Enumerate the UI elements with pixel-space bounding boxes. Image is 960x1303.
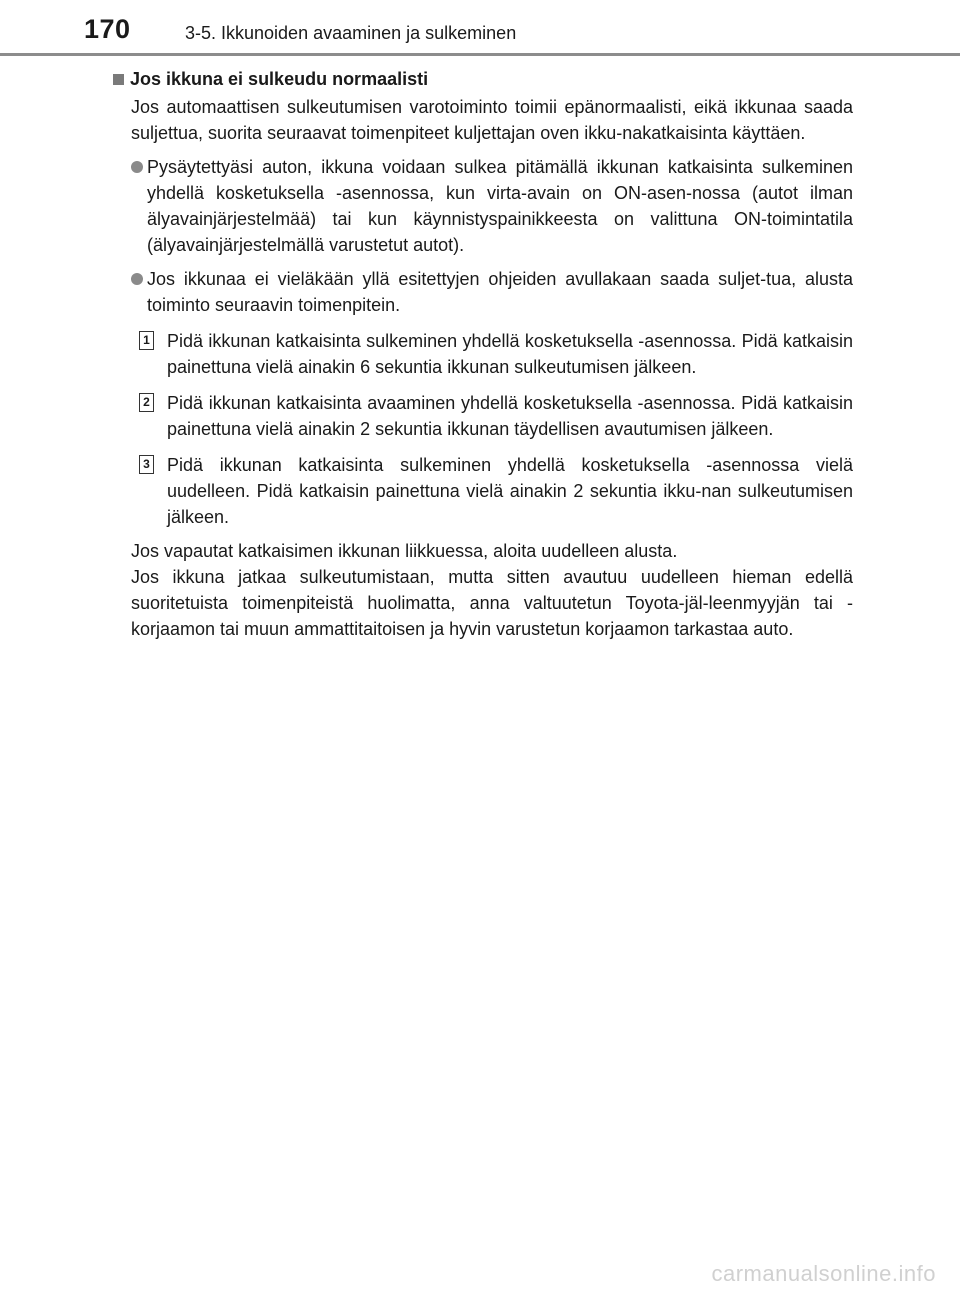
bullet-item bbox=[131, 154, 853, 258]
bullet-item bbox=[131, 266, 853, 318]
step-text: Pidä ikkunan katkaisinta sulkeminen yhdellä kosketuksella -asennossa vielä uudelleen. Pidä katkaisin painettuna vielä ainakin 2 sekuntia ikku-nan sulkeutumisen jälkeen. bbox=[167, 455, 853, 527]
step-number-badge: 2 bbox=[139, 393, 154, 412]
section-title: 3-5. Ikkunoiden avaaminen ja sulkeminen bbox=[185, 23, 517, 43]
closing-line: Jos vapautat katkaisimen ikkunan liikkuessa, aloita uudelleen alusta. bbox=[131, 541, 678, 561]
bullet-dot-icon bbox=[131, 273, 143, 285]
closing-line: Jos ikkuna jatkaa sulkeutumistaan, mutta sitten avautuu uudelleen hieman edellä suoritetuista toimenpiteistä huolimatta, anna valtuutetun Toyota-jäl-leenmyyjän tai -korjaamon tai muun ammattitaitoisen ja hyvin varustetun korjaamon tarkastaa auto. bbox=[131, 567, 853, 639]
closing-paragraph bbox=[131, 538, 853, 642]
intro-paragraph: Jos automaattisen sulkeutumisen varotoiminto toimii epänormaalisti, eikä ikkunaa saada suljettua, suorita seuraavat toimenpiteet kuljettajan oven ikku-nakatkaisinta käyttäen. bbox=[131, 97, 853, 143]
bullet-text: Pysäytettyäsi auton, ikkuna voidaan sulkea pitämällä ikkunan katkaisinta sulkeminen yhdellä kosketuksella -asennossa, kun virta-avain on ON-asen-nossa (autot ilman älyavainjärjestelmää) tai kun käynnistyspainikkeesta on valittuna ON-toimintatila (älyavainjärjestelmällä varustetut autot). bbox=[147, 157, 853, 255]
section-heading bbox=[113, 66, 853, 92]
step-item bbox=[143, 452, 853, 530]
heading-text: Jos ikkuna ei sulkeudu normaalisti bbox=[130, 69, 429, 89]
step-number-badge: 3 bbox=[139, 455, 154, 474]
step-item bbox=[143, 328, 853, 380]
bullet-text: Jos ikkunaa ei vieläkään yllä esitettyjen ohjeiden avullakaan saada suljet-tua, alusta toiminto seuraavin toimenpitein. bbox=[147, 269, 853, 315]
square-bullet-icon bbox=[113, 74, 124, 85]
page-number: 170 bbox=[84, 14, 131, 44]
header-rule bbox=[0, 53, 960, 56]
bullet-dot-icon bbox=[131, 161, 143, 173]
content bbox=[113, 66, 853, 642]
step-text: Pidä ikkunan katkaisinta avaaminen yhdellä kosketuksella -asennossa. Pidä katkaisin painettuna vielä ainakin 2 sekuntia ikkunan täydellisen avautumisen jälkeen. bbox=[167, 393, 853, 439]
watermark: carmanualsonline.info bbox=[711, 1261, 936, 1286]
step-item bbox=[143, 390, 853, 442]
step-text: Pidä ikkunan katkaisinta sulkeminen yhdellä kosketuksella -asennossa. Pidä katkaisin painettuna vielä ainakin 6 sekuntia ikkunan sulkeutumisen jälkeen. bbox=[167, 331, 853, 377]
step-number-badge: 1 bbox=[139, 331, 154, 350]
